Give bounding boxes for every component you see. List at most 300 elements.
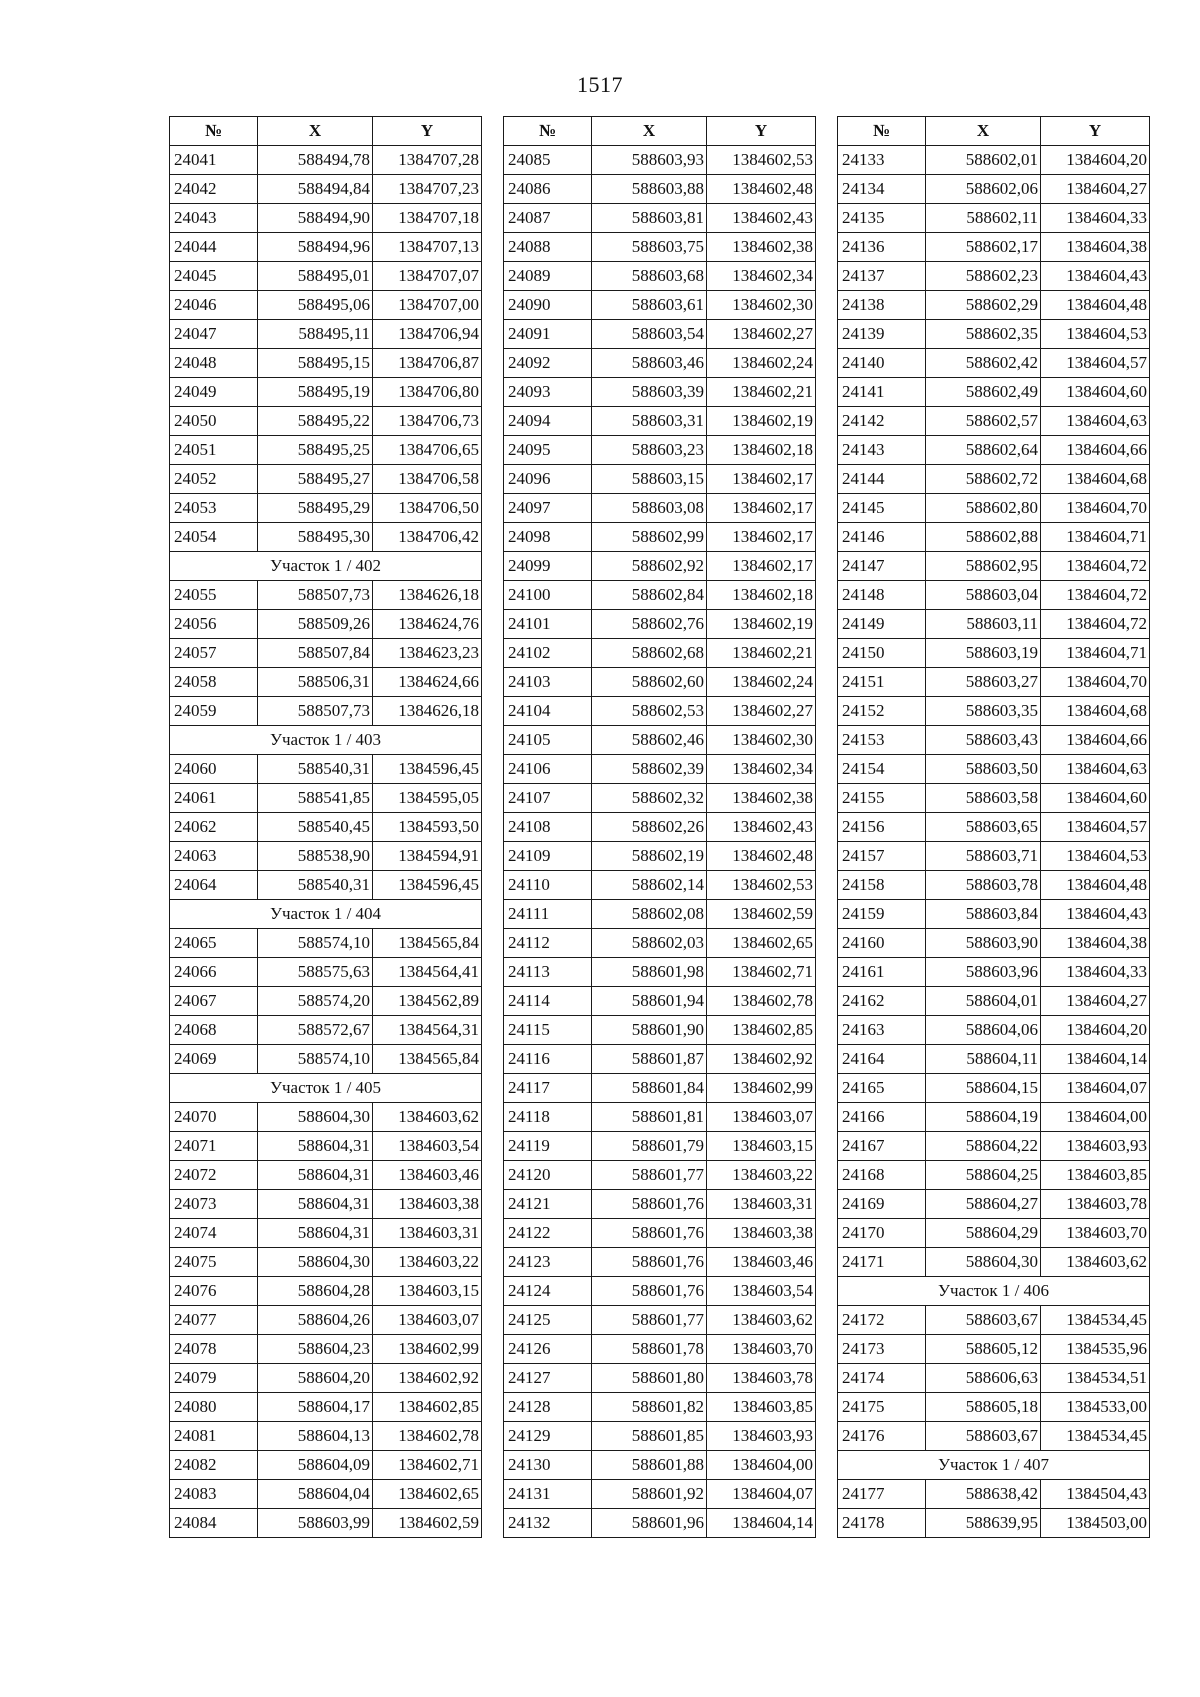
x-coordinate-cell: 588494,78 (258, 146, 373, 175)
table-row (504, 958, 816, 987)
table-row (504, 175, 816, 204)
y-coordinate-cell: 1384602,17 (707, 552, 816, 581)
point-number-cell: 24063 (170, 842, 258, 871)
table-row (838, 1219, 1150, 1248)
table-row (838, 1306, 1150, 1335)
point-number-cell: 24097 (504, 494, 592, 523)
table-row (838, 726, 1150, 755)
table-row (504, 1190, 816, 1219)
x-coordinate-cell: 588601,82 (592, 1393, 707, 1422)
y-coordinate-cell: 1384604,71 (1041, 639, 1150, 668)
y-coordinate-cell: 1384602,34 (707, 755, 816, 784)
table-row (504, 900, 816, 929)
coordinates-table (503, 116, 816, 1538)
y-coordinate-cell: 1384604,66 (1041, 436, 1150, 465)
table-row (170, 523, 482, 552)
x-coordinate-cell: 588602,29 (926, 291, 1041, 320)
coordinates-table (837, 116, 1150, 1538)
point-number-cell: 24087 (504, 204, 592, 233)
table-row (170, 1132, 482, 1161)
y-coordinate-cell: 1384604,14 (1041, 1045, 1150, 1074)
x-coordinate-cell: 588604,30 (926, 1248, 1041, 1277)
y-coordinate-cell: 1384707,23 (373, 175, 482, 204)
x-coordinate-cell: 588602,60 (592, 668, 707, 697)
y-coordinate-cell: 1384602,53 (707, 146, 816, 175)
point-number-cell: 24095 (504, 436, 592, 465)
table-row (838, 755, 1150, 784)
table-row (504, 871, 816, 900)
y-coordinate-cell: 1384602,19 (707, 610, 816, 639)
x-coordinate-cell: 588495,11 (258, 320, 373, 349)
y-coordinate-cell: 1384602,17 (707, 494, 816, 523)
point-number-cell: 24122 (504, 1219, 592, 1248)
table-row (838, 871, 1150, 900)
y-coordinate-cell: 1384604,43 (1041, 262, 1150, 291)
point-number-cell: 24100 (504, 581, 592, 610)
y-coordinate-cell: 1384602,65 (707, 929, 816, 958)
point-number-cell: 24172 (838, 1306, 926, 1335)
y-coordinate-cell: 1384604,48 (1041, 291, 1150, 320)
point-number-cell: 24084 (170, 1509, 258, 1538)
y-coordinate-cell: 1384604,71 (1041, 523, 1150, 552)
table-row (838, 1364, 1150, 1393)
point-number-cell: 24176 (838, 1422, 926, 1451)
table-row (838, 1016, 1150, 1045)
section-header-row (170, 726, 482, 755)
x-coordinate-cell: 588604,31 (258, 1190, 373, 1219)
x-coordinate-cell: 588604,09 (258, 1451, 373, 1480)
y-coordinate-cell: 1384604,14 (707, 1509, 816, 1538)
point-number-cell: 24167 (838, 1132, 926, 1161)
y-coordinate-cell: 1384603,38 (373, 1190, 482, 1219)
y-coordinate-cell: 1384707,13 (373, 233, 482, 262)
table-row (170, 1480, 482, 1509)
x-coordinate-cell: 588603,90 (926, 929, 1041, 958)
x-coordinate-cell: 588603,84 (926, 900, 1041, 929)
table-row (170, 1393, 482, 1422)
x-coordinate-cell: 588604,25 (926, 1161, 1041, 1190)
y-coordinate-cell: 1384602,24 (707, 668, 816, 697)
y-coordinate-cell: 1384706,87 (373, 349, 482, 378)
table-row (170, 697, 482, 726)
point-number-cell: 24153 (838, 726, 926, 755)
y-coordinate-cell: 1384604,60 (1041, 378, 1150, 407)
point-number-cell: 24139 (838, 320, 926, 349)
y-coordinate-cell: 1384603,85 (1041, 1161, 1150, 1190)
y-coordinate-cell: 1384706,58 (373, 465, 482, 494)
x-coordinate-cell: 588495,15 (258, 349, 373, 378)
y-coordinate-cell: 1384604,00 (707, 1451, 816, 1480)
table-row (838, 1393, 1150, 1422)
column-header-number: № (838, 117, 926, 146)
point-number-cell: 24048 (170, 349, 258, 378)
table-row (504, 1393, 816, 1422)
point-number-cell: 24138 (838, 291, 926, 320)
x-coordinate-cell: 588603,78 (926, 871, 1041, 900)
y-coordinate-cell: 1384602,17 (707, 523, 816, 552)
column-header-number: № (504, 117, 592, 146)
point-number-cell: 24166 (838, 1103, 926, 1132)
table-row (838, 639, 1150, 668)
point-number-cell: 24042 (170, 175, 258, 204)
table-row (838, 1103, 1150, 1132)
table-row (170, 1277, 482, 1306)
x-coordinate-cell: 588509,26 (258, 610, 373, 639)
page-number: 1517 (577, 72, 623, 97)
point-number-cell: 24111 (504, 900, 592, 929)
x-coordinate-cell: 588602,39 (592, 755, 707, 784)
table-header-row (170, 117, 482, 146)
point-number-cell: 24074 (170, 1219, 258, 1248)
x-coordinate-cell: 588604,30 (258, 1248, 373, 1277)
y-coordinate-cell: 1384604,53 (1041, 842, 1150, 871)
y-coordinate-cell: 1384604,70 (1041, 494, 1150, 523)
y-coordinate-cell: 1384603,54 (373, 1132, 482, 1161)
y-coordinate-cell: 1384604,48 (1041, 871, 1150, 900)
table-row (170, 784, 482, 813)
table-row (170, 668, 482, 697)
x-coordinate-cell: 588601,80 (592, 1364, 707, 1393)
point-number-cell: 24174 (838, 1364, 926, 1393)
table-row (504, 1480, 816, 1509)
point-number-cell: 24161 (838, 958, 926, 987)
x-coordinate-cell: 588602,03 (592, 929, 707, 958)
table-row (170, 349, 482, 378)
table-row (838, 697, 1150, 726)
point-number-cell: 24060 (170, 755, 258, 784)
x-coordinate-cell: 588604,27 (926, 1190, 1041, 1219)
x-coordinate-cell: 588604,20 (258, 1364, 373, 1393)
y-coordinate-cell: 1384562,89 (373, 987, 482, 1016)
x-coordinate-cell: 588602,23 (926, 262, 1041, 291)
point-number-cell: 24123 (504, 1248, 592, 1277)
column-header-x: X (258, 117, 373, 146)
y-coordinate-cell: 1384596,45 (373, 871, 482, 900)
x-coordinate-cell: 588603,71 (926, 842, 1041, 871)
table-row (838, 1480, 1150, 1509)
y-coordinate-cell: 1384707,18 (373, 204, 482, 233)
point-number-cell: 24140 (838, 349, 926, 378)
x-coordinate-cell: 588540,31 (258, 755, 373, 784)
x-coordinate-cell: 588605,12 (926, 1335, 1041, 1364)
point-number-cell: 24135 (838, 204, 926, 233)
y-coordinate-cell: 1384603,46 (373, 1161, 482, 1190)
point-number-cell: 24144 (838, 465, 926, 494)
x-coordinate-cell: 588602,84 (592, 581, 707, 610)
table-row (170, 204, 482, 233)
y-coordinate-cell: 1384602,30 (707, 726, 816, 755)
point-number-cell: 24081 (170, 1422, 258, 1451)
y-coordinate-cell: 1384603,46 (707, 1248, 816, 1277)
y-coordinate-cell: 1384604,72 (1041, 581, 1150, 610)
x-coordinate-cell: 588495,06 (258, 291, 373, 320)
y-coordinate-cell: 1384602,53 (707, 871, 816, 900)
table-row (170, 1248, 482, 1277)
table-row (838, 1248, 1150, 1277)
point-number-cell: 24149 (838, 610, 926, 639)
table-row (504, 1277, 816, 1306)
y-coordinate-cell: 1384603,62 (1041, 1248, 1150, 1277)
table-row (838, 668, 1150, 697)
table-row (504, 1451, 816, 1480)
x-coordinate-cell: 588601,78 (592, 1335, 707, 1364)
x-coordinate-cell: 588601,76 (592, 1190, 707, 1219)
table-row (838, 610, 1150, 639)
y-coordinate-cell: 1384602,59 (707, 900, 816, 929)
table-header-row (838, 117, 1150, 146)
y-coordinate-cell: 1384604,53 (1041, 320, 1150, 349)
table-row (504, 291, 816, 320)
y-coordinate-cell: 1384535,96 (1041, 1335, 1150, 1364)
x-coordinate-cell: 588604,22 (926, 1132, 1041, 1161)
table-row (170, 1509, 482, 1538)
y-coordinate-cell: 1384604,68 (1041, 465, 1150, 494)
y-coordinate-cell: 1384603,15 (373, 1277, 482, 1306)
y-coordinate-cell: 1384706,80 (373, 378, 482, 407)
x-coordinate-cell: 588606,63 (926, 1364, 1041, 1393)
x-coordinate-cell: 588603,58 (926, 784, 1041, 813)
column-header-number: № (170, 117, 258, 146)
table-row (170, 1045, 482, 1074)
x-coordinate-cell: 588603,96 (926, 958, 1041, 987)
y-coordinate-cell: 1384604,07 (707, 1480, 816, 1509)
x-coordinate-cell: 588603,35 (926, 697, 1041, 726)
point-number-cell: 24134 (838, 175, 926, 204)
y-coordinate-cell: 1384604,38 (1041, 233, 1150, 262)
table-row (504, 1248, 816, 1277)
table-row (838, 958, 1150, 987)
table-row (838, 1161, 1150, 1190)
y-coordinate-cell: 1384707,28 (373, 146, 482, 175)
point-number-cell: 24116 (504, 1045, 592, 1074)
table-row (838, 262, 1150, 291)
y-coordinate-cell: 1384602,24 (707, 349, 816, 378)
table-row (504, 755, 816, 784)
x-coordinate-cell: 588602,80 (926, 494, 1041, 523)
coordinates-table (169, 116, 482, 1538)
y-coordinate-cell: 1384602,92 (707, 1045, 816, 1074)
table-row (504, 436, 816, 465)
x-coordinate-cell: 588495,27 (258, 465, 373, 494)
y-coordinate-cell: 1384503,00 (1041, 1509, 1150, 1538)
point-number-cell: 24131 (504, 1480, 592, 1509)
table-row (838, 233, 1150, 262)
point-number-cell: 24128 (504, 1393, 592, 1422)
column-header-y: Y (707, 117, 816, 146)
point-number-cell: 24077 (170, 1306, 258, 1335)
section-header-row (170, 552, 482, 581)
x-coordinate-cell: 588603,54 (592, 320, 707, 349)
point-number-cell: 24093 (504, 378, 592, 407)
x-coordinate-cell: 588574,10 (258, 929, 373, 958)
table-row (838, 784, 1150, 813)
y-coordinate-cell: 1384602,65 (373, 1480, 482, 1509)
point-number-cell: 24089 (504, 262, 592, 291)
table-row (838, 1074, 1150, 1103)
y-coordinate-cell: 1384706,73 (373, 407, 482, 436)
point-number-cell: 24133 (838, 146, 926, 175)
y-coordinate-cell: 1384602,38 (707, 233, 816, 262)
y-coordinate-cell: 1384604,63 (1041, 755, 1150, 784)
table-row (504, 494, 816, 523)
x-coordinate-cell: 588604,26 (258, 1306, 373, 1335)
table-row (838, 523, 1150, 552)
table-row (838, 378, 1150, 407)
x-coordinate-cell: 588603,19 (926, 639, 1041, 668)
point-number-cell: 24102 (504, 639, 592, 668)
y-coordinate-cell: 1384706,42 (373, 523, 482, 552)
table-row (504, 581, 816, 610)
table-row (170, 233, 482, 262)
point-number-cell: 24145 (838, 494, 926, 523)
table-row (838, 407, 1150, 436)
x-coordinate-cell: 588605,18 (926, 1393, 1041, 1422)
point-number-cell: 24130 (504, 1451, 592, 1480)
table-row (170, 1306, 482, 1335)
x-coordinate-cell: 588603,93 (592, 146, 707, 175)
y-coordinate-cell: 1384603,93 (1041, 1132, 1150, 1161)
y-coordinate-cell: 1384604,66 (1041, 726, 1150, 755)
column-header-y: Y (373, 117, 482, 146)
table-row (504, 1074, 816, 1103)
y-coordinate-cell: 1384604,00 (1041, 1103, 1150, 1132)
y-coordinate-cell: 1384603,22 (373, 1248, 482, 1277)
point-number-cell: 24121 (504, 1190, 592, 1219)
y-coordinate-cell: 1384603,38 (707, 1219, 816, 1248)
y-coordinate-cell: 1384603,15 (707, 1132, 816, 1161)
section-header-row (838, 1451, 1150, 1480)
point-number-cell: 24091 (504, 320, 592, 349)
y-coordinate-cell: 1384604,57 (1041, 813, 1150, 842)
y-coordinate-cell: 1384593,50 (373, 813, 482, 842)
x-coordinate-cell: 588601,77 (592, 1161, 707, 1190)
column-header-x: X (592, 117, 707, 146)
table-row (504, 1016, 816, 1045)
x-coordinate-cell: 588603,99 (258, 1509, 373, 1538)
table-row (170, 1422, 482, 1451)
x-coordinate-cell: 588604,15 (926, 1074, 1041, 1103)
x-coordinate-cell: 588604,06 (926, 1016, 1041, 1045)
y-coordinate-cell: 1384534,45 (1041, 1422, 1150, 1451)
y-coordinate-cell: 1384602,30 (707, 291, 816, 320)
point-number-cell: 24069 (170, 1045, 258, 1074)
x-coordinate-cell: 588603,50 (926, 755, 1041, 784)
y-coordinate-cell: 1384602,48 (707, 175, 816, 204)
point-number-cell: 24151 (838, 668, 926, 697)
y-coordinate-cell: 1384604,68 (1041, 697, 1150, 726)
x-coordinate-cell: 588601,77 (592, 1306, 707, 1335)
y-coordinate-cell: 1384624,66 (373, 668, 482, 697)
point-number-cell: 24057 (170, 639, 258, 668)
y-coordinate-cell: 1384603,93 (707, 1422, 816, 1451)
table-row (170, 958, 482, 987)
y-coordinate-cell: 1384602,34 (707, 262, 816, 291)
table-row (170, 1335, 482, 1364)
table-body (838, 146, 1150, 1538)
x-coordinate-cell: 588604,11 (926, 1045, 1041, 1074)
table-row (170, 465, 482, 494)
table-row (504, 320, 816, 349)
table-row (838, 987, 1150, 1016)
x-coordinate-cell: 588538,90 (258, 842, 373, 871)
point-number-cell: 24126 (504, 1335, 592, 1364)
point-number-cell: 24117 (504, 1074, 592, 1103)
x-coordinate-cell: 588602,64 (926, 436, 1041, 465)
x-coordinate-cell: 588494,96 (258, 233, 373, 262)
y-coordinate-cell: 1384602,27 (707, 320, 816, 349)
point-number-cell: 24090 (504, 291, 592, 320)
point-number-cell: 24086 (504, 175, 592, 204)
x-coordinate-cell: 588604,13 (258, 1422, 373, 1451)
y-coordinate-cell: 1384602,27 (707, 697, 816, 726)
table-row (504, 610, 816, 639)
point-number-cell: 24103 (504, 668, 592, 697)
y-coordinate-cell: 1384594,91 (373, 842, 482, 871)
point-number-cell: 24106 (504, 755, 592, 784)
point-number-cell: 24085 (504, 146, 592, 175)
table-row (838, 1335, 1150, 1364)
table-row (838, 1045, 1150, 1074)
table-row (504, 523, 816, 552)
point-number-cell: 24043 (170, 204, 258, 233)
x-coordinate-cell: 588602,53 (592, 697, 707, 726)
table-row (504, 1161, 816, 1190)
y-coordinate-cell: 1384604,72 (1041, 610, 1150, 639)
x-coordinate-cell: 588601,96 (592, 1509, 707, 1538)
x-coordinate-cell: 588604,01 (926, 987, 1041, 1016)
x-coordinate-cell: 588601,90 (592, 1016, 707, 1045)
table-row (170, 1219, 482, 1248)
x-coordinate-cell: 588601,94 (592, 987, 707, 1016)
x-coordinate-cell: 588602,57 (926, 407, 1041, 436)
point-number-cell: 24175 (838, 1393, 926, 1422)
x-coordinate-cell: 588604,17 (258, 1393, 373, 1422)
point-number-cell: 24071 (170, 1132, 258, 1161)
point-number-cell: 24156 (838, 813, 926, 842)
x-coordinate-cell: 588602,06 (926, 175, 1041, 204)
point-number-cell: 24157 (838, 842, 926, 871)
y-coordinate-cell: 1384603,85 (707, 1393, 816, 1422)
point-number-cell: 24114 (504, 987, 592, 1016)
x-coordinate-cell: 588495,25 (258, 436, 373, 465)
table-row (504, 465, 816, 494)
table-row (838, 146, 1150, 175)
point-number-cell: 24137 (838, 262, 926, 291)
table-row (504, 262, 816, 291)
table-row (170, 842, 482, 871)
x-coordinate-cell: 588541,85 (258, 784, 373, 813)
x-coordinate-cell: 588506,31 (258, 668, 373, 697)
x-coordinate-cell: 588601,92 (592, 1480, 707, 1509)
x-coordinate-cell: 588602,32 (592, 784, 707, 813)
point-number-cell: 24058 (170, 668, 258, 697)
y-coordinate-cell: 1384604,27 (1041, 987, 1150, 1016)
x-coordinate-cell: 588603,08 (592, 494, 707, 523)
column-header-x: X (926, 117, 1041, 146)
x-coordinate-cell: 588540,31 (258, 871, 373, 900)
table-row (170, 813, 482, 842)
y-coordinate-cell: 1384602,59 (373, 1509, 482, 1538)
table-row (170, 639, 482, 668)
point-number-cell: 24118 (504, 1103, 592, 1132)
point-number-cell: 24076 (170, 1277, 258, 1306)
point-number-cell: 24062 (170, 813, 258, 842)
table-row (504, 146, 816, 175)
table-row (838, 1132, 1150, 1161)
point-number-cell: 24146 (838, 523, 926, 552)
x-coordinate-cell: 588495,29 (258, 494, 373, 523)
y-coordinate-cell: 1384707,07 (373, 262, 482, 291)
